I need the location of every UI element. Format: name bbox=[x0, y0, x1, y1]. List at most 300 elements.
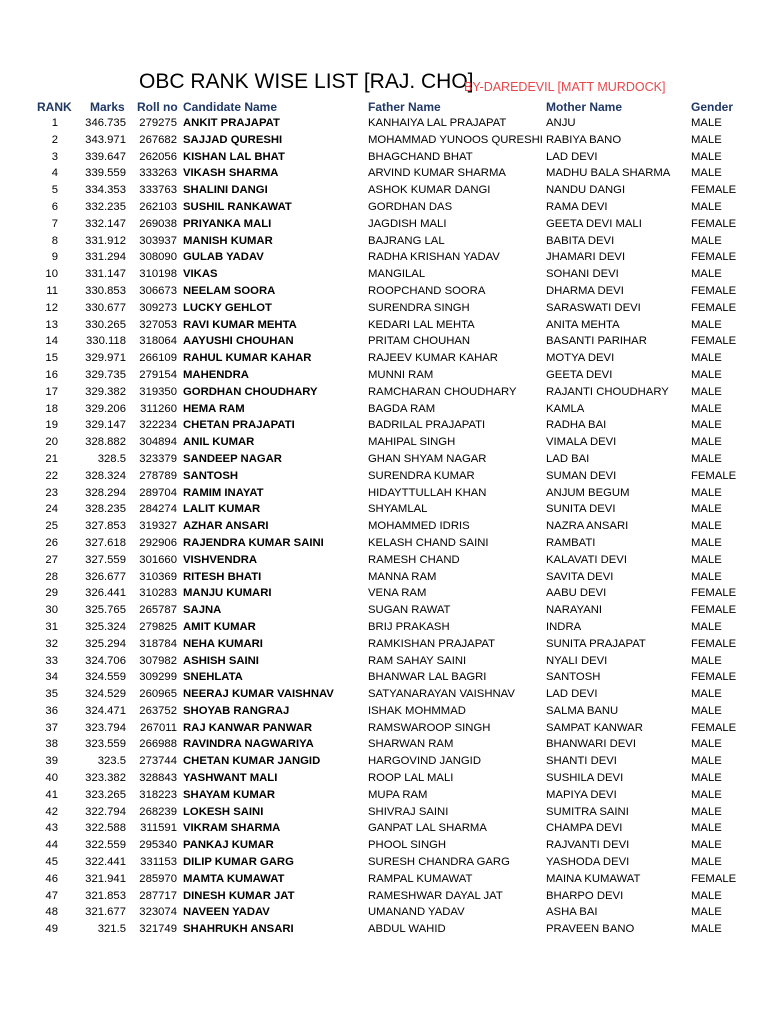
cell-roll-no: 319327 bbox=[139, 520, 177, 533]
cell-candidate-name: SANDEEP NAGAR bbox=[183, 452, 282, 465]
cell-gender: MALE bbox=[691, 133, 722, 146]
cell-candidate-name: SUSHIL RANKAWAT bbox=[183, 200, 292, 213]
table-row bbox=[0, 319, 768, 336]
table-row bbox=[0, 167, 768, 184]
table-row bbox=[0, 151, 768, 168]
cell-father-name: GHAN SHYAM NAGAR bbox=[368, 452, 487, 465]
cell-roll-no: 266988 bbox=[139, 738, 177, 751]
cell-mother-name: LAD DEVI bbox=[546, 150, 598, 163]
table-row bbox=[0, 890, 768, 907]
cell-father-name: SURENDRA SINGH bbox=[368, 301, 470, 314]
cell-gender: MALE bbox=[691, 318, 722, 331]
header-father-name: Father Name bbox=[368, 100, 441, 114]
table-row bbox=[0, 587, 768, 604]
cell-gender: MALE bbox=[691, 536, 722, 549]
cell-roll-no: 301660 bbox=[139, 553, 177, 566]
cell-roll-no: 310198 bbox=[139, 268, 177, 281]
cell-roll-no: 262056 bbox=[139, 150, 177, 163]
cell-gender: MALE bbox=[691, 486, 722, 499]
cell-roll-no: 263752 bbox=[139, 704, 177, 717]
cell-gender: MALE bbox=[691, 368, 722, 381]
cell-candidate-name: VIKRAM SHARMA bbox=[183, 822, 281, 835]
cell-gender: MALE bbox=[691, 704, 722, 717]
cell-mother-name: RAJVANTI DEVI bbox=[546, 839, 630, 852]
cell-father-name: RAMESHWAR DAYAL JAT bbox=[368, 889, 503, 902]
cell-rank: 48 bbox=[45, 906, 58, 919]
cell-marks: 326.677 bbox=[85, 570, 126, 583]
cell-candidate-name: DILIP KUMAR GARG bbox=[183, 856, 294, 869]
cell-marks: 321.853 bbox=[85, 889, 126, 902]
cell-father-name: KELASH CHAND SAINI bbox=[368, 536, 489, 549]
cell-father-name: SHARWAN RAM bbox=[368, 738, 454, 751]
cell-marks: 324.471 bbox=[85, 704, 126, 717]
cell-father-name: BHANWAR LAL BAGRI bbox=[368, 671, 487, 684]
table-row bbox=[0, 453, 768, 470]
cell-marks: 321.677 bbox=[85, 906, 126, 919]
cell-candidate-name: CHETAN KUMAR JANGID bbox=[183, 755, 321, 768]
cell-father-name: BADRILAL PRAJAPATI bbox=[368, 419, 486, 432]
cell-rank: 3 bbox=[51, 150, 58, 163]
table-row bbox=[0, 571, 768, 588]
table-row bbox=[0, 537, 768, 554]
cell-mother-name: NARAYANI bbox=[546, 604, 603, 617]
cell-candidate-name: LUCKY GEHLOT bbox=[183, 301, 272, 314]
cell-father-name: KANHAIYA LAL PRAJAPAT bbox=[368, 117, 507, 129]
cell-rank: 16 bbox=[45, 368, 58, 381]
cell-candidate-name: SNEHLATA bbox=[183, 671, 243, 684]
cell-marks: 324.706 bbox=[85, 654, 126, 667]
cell-rank: 45 bbox=[45, 856, 58, 869]
cell-roll-no: 318223 bbox=[139, 788, 177, 801]
cell-mother-name: NANDU DANGI bbox=[546, 184, 626, 197]
cell-gender: FEMALE bbox=[691, 637, 737, 650]
table-row bbox=[0, 705, 768, 722]
cell-candidate-name: SAJNA bbox=[183, 604, 222, 617]
cell-marks: 328.235 bbox=[85, 503, 126, 516]
cell-father-name: MOHAMMAD YUNOOS QURESHI bbox=[368, 133, 543, 146]
table-row bbox=[0, 722, 768, 739]
cell-rank: 8 bbox=[51, 234, 58, 247]
cell-roll-no: 321749 bbox=[139, 923, 177, 936]
table-row bbox=[0, 369, 768, 386]
cell-candidate-name: KISHAN LAL BHAT bbox=[183, 150, 285, 163]
cell-mother-name: NAZRA ANSARI bbox=[546, 520, 629, 533]
cell-father-name: MOHAMMED IDRIS bbox=[368, 520, 470, 533]
cell-roll-no: 307982 bbox=[139, 654, 177, 667]
cell-roll-no: 273744 bbox=[139, 755, 177, 768]
cell-candidate-name: RITESH BHATI bbox=[183, 570, 262, 583]
cell-rank: 19 bbox=[45, 419, 58, 432]
cell-gender: FEMALE bbox=[691, 604, 737, 617]
cell-rank: 43 bbox=[45, 822, 58, 835]
cell-gender: FEMALE bbox=[691, 721, 737, 734]
table-row bbox=[0, 352, 768, 369]
cell-rank: 20 bbox=[45, 436, 58, 449]
cell-marks: 328.5 bbox=[97, 452, 126, 465]
cell-marks: 324.559 bbox=[85, 671, 126, 684]
cell-candidate-name: MAMTA KUMAWAT bbox=[183, 872, 285, 885]
cell-father-name: RAM SAHAY SAINI bbox=[368, 654, 467, 667]
cell-mother-name: BASANTI PARIHAR bbox=[546, 335, 647, 348]
cell-rank: 4 bbox=[51, 167, 58, 180]
cell-gender: MALE bbox=[691, 856, 722, 869]
cell-roll-no: 309273 bbox=[139, 301, 177, 314]
table-row bbox=[0, 201, 768, 218]
cell-rank: 30 bbox=[45, 604, 58, 617]
cell-rank: 35 bbox=[45, 688, 58, 701]
cell-roll-no: 285970 bbox=[139, 872, 177, 885]
cell-marks: 346.735 bbox=[85, 117, 126, 129]
cell-roll-no: 287717 bbox=[139, 889, 177, 902]
header-roll-no: Roll no bbox=[137, 100, 178, 114]
table-row bbox=[0, 184, 768, 201]
cell-rank: 47 bbox=[45, 889, 58, 902]
cell-gender: MALE bbox=[691, 452, 722, 465]
cell-rank: 38 bbox=[45, 738, 58, 751]
cell-rank: 29 bbox=[45, 587, 58, 600]
cell-rank: 7 bbox=[51, 217, 58, 230]
cell-father-name: ROOP LAL MALI bbox=[368, 772, 454, 785]
cell-rank: 9 bbox=[51, 251, 58, 264]
cell-candidate-name: NEHA KUMARI bbox=[183, 637, 263, 650]
cell-marks: 322.559 bbox=[85, 839, 126, 852]
cell-candidate-name: DINESH KUMAR JAT bbox=[183, 889, 295, 902]
cell-roll-no: 328843 bbox=[139, 772, 177, 785]
cell-gender: MALE bbox=[691, 805, 722, 818]
cell-roll-no: 310283 bbox=[139, 587, 177, 600]
cell-mother-name: GEETA DEVI MALI bbox=[546, 217, 642, 230]
cell-candidate-name: VISHVENDRA bbox=[183, 553, 258, 566]
cell-roll-no: 265787 bbox=[139, 604, 177, 617]
cell-mother-name: RAMA DEVI bbox=[546, 200, 608, 213]
table-body bbox=[0, 117, 768, 940]
cell-roll-no: 266109 bbox=[139, 352, 177, 365]
cell-gender: MALE bbox=[691, 520, 722, 533]
cell-roll-no: 303937 bbox=[139, 234, 177, 247]
cell-father-name: BAGDA RAM bbox=[368, 402, 436, 415]
cell-gender: MALE bbox=[691, 117, 722, 129]
cell-mother-name: BHANWARI DEVI bbox=[546, 738, 636, 751]
cell-roll-no: 318064 bbox=[139, 335, 177, 348]
cell-gender: MALE bbox=[691, 688, 722, 701]
cell-father-name: UMANAND YADAV bbox=[368, 906, 465, 919]
cell-mother-name: SUNITA PRAJAPAT bbox=[546, 637, 646, 650]
cell-father-name: RAMPAL KUMAWAT bbox=[368, 872, 473, 885]
cell-roll-no: 289704 bbox=[139, 486, 177, 499]
cell-marks: 331.147 bbox=[85, 268, 126, 281]
header-gender: Gender bbox=[691, 100, 734, 114]
cell-candidate-name: SHAHRUKH ANSARI bbox=[183, 923, 294, 936]
cell-gender: MALE bbox=[691, 654, 722, 667]
cell-gender: MALE bbox=[691, 570, 722, 583]
cell-rank: 32 bbox=[45, 637, 58, 650]
cell-roll-no: 319350 bbox=[139, 385, 177, 398]
table-row bbox=[0, 419, 768, 436]
cell-roll-no: 333763 bbox=[139, 184, 177, 197]
cell-father-name: RAMKISHAN PRAJAPAT bbox=[368, 637, 496, 650]
cell-roll-no: 267011 bbox=[140, 721, 177, 734]
cell-rank: 14 bbox=[45, 335, 58, 348]
cell-mother-name: ANJUM BEGUM bbox=[546, 486, 630, 499]
cell-father-name: SHIVRAJ SAINI bbox=[368, 805, 449, 818]
cell-mother-name: SOHANI DEVI bbox=[546, 268, 619, 281]
cell-father-name: VENA RAM bbox=[368, 587, 427, 600]
cell-rank: 40 bbox=[45, 772, 58, 785]
cell-gender: FEMALE bbox=[691, 284, 737, 297]
cell-gender: MALE bbox=[691, 352, 722, 365]
table-row bbox=[0, 839, 768, 856]
table-row bbox=[0, 117, 768, 134]
cell-roll-no: 304894 bbox=[139, 436, 177, 449]
cell-mother-name: GEETA DEVI bbox=[546, 368, 613, 381]
cell-candidate-name: RAVINDRA NAGWARIYA bbox=[183, 738, 314, 751]
table-row bbox=[0, 604, 768, 621]
cell-candidate-name: RAVI KUMAR MEHTA bbox=[183, 318, 297, 331]
cell-mother-name: MAINA KUMAWAT bbox=[546, 872, 641, 885]
cell-mother-name: INDRA bbox=[546, 620, 582, 633]
cell-father-name: MANNA RAM bbox=[368, 570, 437, 583]
table-row bbox=[0, 235, 768, 252]
table-row bbox=[0, 923, 768, 940]
cell-roll-no: 279154 bbox=[139, 368, 177, 381]
cell-rank: 6 bbox=[51, 200, 58, 213]
cell-candidate-name: SAJJAD QURESHI bbox=[183, 133, 283, 146]
header-candidate-name: Candidate Name bbox=[183, 100, 278, 114]
cell-marks: 323.559 bbox=[85, 738, 126, 751]
cell-mother-name: MADHU BALA SHARMA bbox=[546, 167, 671, 180]
cell-mother-name: ANITA MEHTA bbox=[546, 318, 620, 331]
byline: BY-DAREDEVIL [MATT MURDOCK] bbox=[464, 80, 666, 94]
cell-gender: MALE bbox=[691, 200, 722, 213]
cell-gender: FEMALE bbox=[691, 671, 737, 684]
cell-mother-name: LAD BAI bbox=[546, 452, 590, 465]
cell-father-name: GANPAT LAL SHARMA bbox=[368, 822, 487, 835]
table-row bbox=[0, 251, 768, 268]
cell-roll-no: 295340 bbox=[139, 839, 177, 852]
cell-rank: 21 bbox=[45, 452, 58, 465]
table-row bbox=[0, 554, 768, 571]
cell-roll-no: 309299 bbox=[139, 671, 177, 684]
cell-father-name: HIDAYTTULLAH KHAN bbox=[368, 486, 487, 499]
cell-candidate-name: ANIL KUMAR bbox=[183, 436, 255, 449]
cell-candidate-name: NEELAM SOORA bbox=[183, 284, 276, 297]
cell-rank: 18 bbox=[45, 402, 58, 415]
table-row bbox=[0, 873, 768, 890]
cell-roll-no: 262103 bbox=[139, 200, 177, 213]
table-row bbox=[0, 822, 768, 839]
cell-marks: 328.324 bbox=[85, 469, 126, 482]
cell-mother-name: SHANTI DEVI bbox=[546, 755, 617, 768]
table-row bbox=[0, 738, 768, 755]
cell-candidate-name: MANISH KUMAR bbox=[183, 234, 273, 247]
cell-father-name: BRIJ PRAKASH bbox=[368, 620, 450, 633]
cell-marks: 328.294 bbox=[85, 486, 126, 499]
cell-mother-name: RADHA BAI bbox=[546, 419, 607, 432]
cell-mother-name: SANTOSH bbox=[546, 671, 601, 684]
cell-roll-no: 267682 bbox=[139, 133, 177, 146]
cell-marks: 343.971 bbox=[85, 133, 126, 146]
cell-candidate-name: LALIT KUMAR bbox=[183, 503, 261, 516]
cell-marks: 329.147 bbox=[85, 419, 126, 432]
cell-gender: MALE bbox=[691, 385, 722, 398]
cell-marks: 328.882 bbox=[85, 436, 126, 449]
cell-gender: MALE bbox=[691, 889, 722, 902]
cell-father-name: MUPA RAM bbox=[368, 788, 428, 801]
cell-rank: 26 bbox=[45, 536, 58, 549]
cell-rank: 37 bbox=[45, 721, 58, 734]
cell-mother-name: MAPIYA DEVI bbox=[546, 788, 617, 801]
cell-father-name: PHOOL SINGH bbox=[368, 839, 447, 852]
cell-mother-name: SALMA BANU bbox=[546, 704, 619, 717]
cell-father-name: MANGILAL bbox=[368, 268, 426, 281]
cell-father-name: PRITAM CHOUHAN bbox=[368, 335, 471, 348]
cell-candidate-name: VIKAS bbox=[183, 268, 218, 281]
cell-mother-name: PRAVEEN BANO bbox=[546, 923, 635, 936]
cell-marks: 330.677 bbox=[85, 301, 126, 314]
table-row bbox=[0, 688, 768, 705]
cell-candidate-name: RAHUL KUMAR KAHAR bbox=[183, 352, 312, 365]
cell-roll-no: 318784 bbox=[139, 637, 177, 650]
table-row bbox=[0, 218, 768, 235]
cell-mother-name: DHARMA DEVI bbox=[546, 284, 624, 297]
cell-marks: 325.294 bbox=[85, 637, 126, 650]
cell-marks: 323.382 bbox=[85, 772, 126, 785]
cell-father-name: BHAGCHAND BHAT bbox=[368, 150, 473, 163]
cell-candidate-name: CHETAN PRAJAPATI bbox=[183, 419, 295, 432]
cell-mother-name: KALAVATI DEVI bbox=[546, 553, 627, 566]
cell-rank: 33 bbox=[45, 654, 58, 667]
cell-father-name: ARVIND KUMAR SHARMA bbox=[368, 167, 506, 180]
cell-gender: MALE bbox=[691, 906, 722, 919]
cell-marks: 331.912 bbox=[85, 234, 126, 247]
cell-father-name: SURESH CHANDRA GARG bbox=[368, 856, 510, 869]
cell-gender: FEMALE bbox=[691, 184, 737, 197]
cell-candidate-name: RAJENDRA KUMAR SAINI bbox=[183, 536, 324, 549]
cell-rank: 5 bbox=[51, 184, 58, 197]
cell-candidate-name: LOKESH SAINI bbox=[183, 805, 264, 818]
cell-rank: 2 bbox=[51, 133, 58, 146]
cell-father-name: BAJRANG LAL bbox=[368, 234, 445, 247]
cell-roll-no: 306673 bbox=[139, 284, 177, 297]
cell-mother-name: BABITA DEVI bbox=[546, 234, 615, 247]
cell-marks: 322.441 bbox=[85, 856, 126, 869]
cell-candidate-name: AZHAR ANSARI bbox=[183, 520, 269, 533]
cell-gender: MALE bbox=[691, 839, 722, 852]
cell-father-name: RAJEEV KUMAR KAHAR bbox=[368, 352, 498, 365]
cell-candidate-name: ASHISH SAINI bbox=[183, 654, 259, 667]
cell-gender: FEMALE bbox=[691, 301, 737, 314]
table-row bbox=[0, 335, 768, 352]
cell-roll-no: 260965 bbox=[139, 688, 177, 701]
cell-candidate-name: AMIT KUMAR bbox=[183, 620, 256, 633]
cell-marks: 322.588 bbox=[85, 822, 126, 835]
cell-mother-name: NYALI DEVI bbox=[546, 654, 608, 667]
cell-roll-no: 327053 bbox=[139, 318, 177, 331]
cell-candidate-name: NEERAJ KUMAR VAISHNAV bbox=[183, 688, 334, 701]
cell-gender: FEMALE bbox=[691, 251, 737, 264]
cell-father-name: MAHIPAL SINGH bbox=[368, 436, 456, 449]
cell-rank: 34 bbox=[45, 671, 58, 684]
table-row bbox=[0, 403, 768, 420]
cell-rank: 11 bbox=[46, 284, 58, 297]
page-title: OBC RANK WISE LIST [RAJ. CHO] bbox=[139, 70, 474, 93]
cell-father-name: SATYANARAYAN VAISHNAV bbox=[368, 688, 515, 701]
cell-candidate-name: HEMA RAM bbox=[183, 402, 245, 415]
cell-marks: 329.971 bbox=[85, 352, 126, 365]
cell-marks: 330.265 bbox=[85, 318, 126, 331]
cell-roll-no: 278789 bbox=[139, 469, 177, 482]
cell-gender: MALE bbox=[691, 167, 722, 180]
table-row bbox=[0, 487, 768, 504]
cell-candidate-name: ANKIT PRAJAPAT bbox=[183, 117, 280, 129]
table-row bbox=[0, 671, 768, 688]
cell-candidate-name: SHALINI DANGI bbox=[183, 184, 268, 197]
cell-marks: 339.559 bbox=[85, 167, 126, 180]
cell-father-name: ISHAK MOHMMAD bbox=[368, 704, 466, 717]
cell-candidate-name: RAJ KANWAR PANWAR bbox=[183, 721, 313, 734]
cell-gender: FEMALE bbox=[691, 587, 737, 600]
cell-rank: 12 bbox=[45, 301, 58, 314]
cell-father-name: RAMESH CHAND bbox=[368, 553, 460, 566]
table-row bbox=[0, 302, 768, 319]
table-row bbox=[0, 906, 768, 923]
cell-candidate-name: VIKASH SHARMA bbox=[183, 167, 279, 180]
cell-father-name: MUNNI RAM bbox=[368, 368, 434, 381]
table-row bbox=[0, 856, 768, 873]
cell-candidate-name: SHOYAB RANGRAJ bbox=[183, 704, 290, 717]
cell-rank: 17 bbox=[45, 385, 58, 398]
header-mother-name: Mother Name bbox=[546, 100, 623, 114]
cell-rank: 25 bbox=[45, 520, 58, 533]
cell-father-name: ROOPCHAND SOORA bbox=[368, 284, 486, 297]
cell-candidate-name: SHAYAM KUMAR bbox=[183, 788, 276, 801]
cell-candidate-name: MANJU KUMARI bbox=[183, 587, 272, 600]
cell-candidate-name: MAHENDRA bbox=[183, 368, 249, 381]
cell-mother-name: CHAMPA DEVI bbox=[546, 822, 623, 835]
cell-mother-name: SARASWATI DEVI bbox=[546, 301, 641, 314]
cell-marks: 323.5 bbox=[97, 755, 126, 768]
cell-candidate-name: SANTOSH bbox=[183, 469, 239, 482]
cell-father-name: KEDARI LAL MEHTA bbox=[368, 318, 475, 331]
table-row bbox=[0, 268, 768, 285]
cell-marks: 331.294 bbox=[85, 251, 126, 264]
cell-rank: 42 bbox=[45, 805, 58, 818]
cell-candidate-name: PANKAJ KUMAR bbox=[183, 839, 274, 852]
cell-marks: 332.235 bbox=[85, 200, 126, 213]
cell-gender: MALE bbox=[691, 738, 722, 751]
cell-marks: 327.853 bbox=[85, 520, 126, 533]
cell-marks: 321.5 bbox=[97, 923, 126, 936]
cell-rank: 36 bbox=[45, 704, 58, 717]
cell-marks: 330.118 bbox=[86, 335, 126, 348]
cell-candidate-name: AAYUSHI CHOUHAN bbox=[183, 335, 294, 348]
cell-marks: 329.206 bbox=[85, 402, 126, 415]
cell-marks: 325.765 bbox=[85, 604, 126, 617]
cell-rank: 46 bbox=[45, 872, 58, 885]
cell-marks: 326.441 bbox=[85, 587, 126, 600]
cell-mother-name: RAMBATI bbox=[546, 536, 596, 549]
cell-candidate-name: GULAB YADAV bbox=[183, 251, 264, 264]
cell-gender: MALE bbox=[691, 620, 722, 633]
cell-rank: 24 bbox=[45, 503, 58, 516]
cell-gender: MALE bbox=[691, 268, 722, 281]
cell-gender: MALE bbox=[691, 234, 722, 247]
cell-roll-no: 333263 bbox=[139, 167, 177, 180]
cell-father-name: SURENDRA KUMAR bbox=[368, 469, 475, 482]
cell-rank: 44 bbox=[45, 839, 58, 852]
cell-mother-name: SUSHILA DEVI bbox=[546, 772, 624, 785]
cell-roll-no: 331153 bbox=[140, 856, 177, 869]
